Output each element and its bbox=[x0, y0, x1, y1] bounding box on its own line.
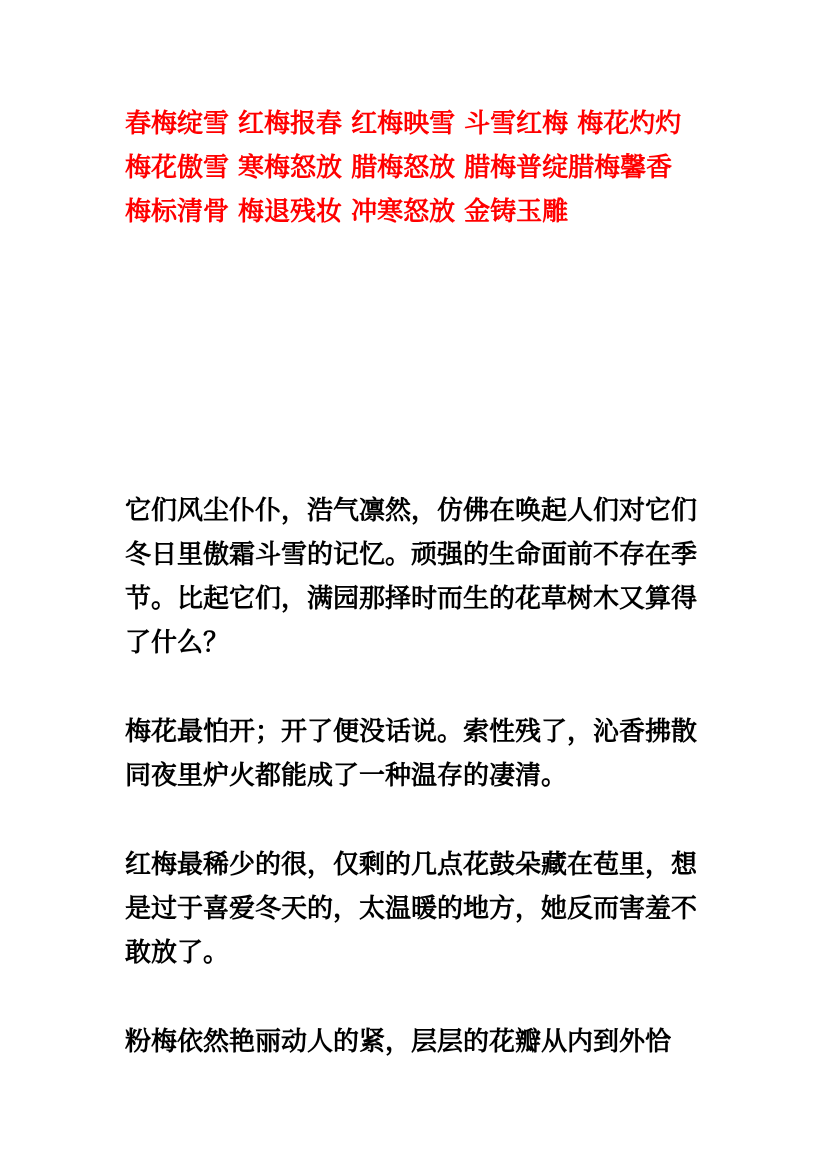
paragraph-1: 它们风尘仆仆，浩气凛然，仿佛在唤起人们对它们冬日里傲霜斗雪的记忆。顽强的生命面前不存在季节。比起它们，满园那择时而生的花草树木又算得了什么？ bbox=[125, 496, 698, 658]
idiom-list: 春梅绽雪 红梅报春 红梅映雪 斗雪红梅 梅花灼灼 梅花傲雪 寒梅怒放 腊梅怒放 腊梅普绽腊梅馨香 梅标清骨 梅退残妆 冲寒怒放 金铸玉雕 bbox=[125, 109, 682, 227]
paragraph-4: 粉梅依然艳丽动人的紧，层层的花瓣从内到外恰 bbox=[125, 1027, 672, 1057]
paragraph-3: 红梅最稀少的很，仅剩的几点花鼓朵藏在苞里，想是过于喜爱冬天的，太温暖的地方，她反而害羞不敢放了。 bbox=[125, 850, 698, 968]
paragraph-2: 梅花最怕开；开了便没话说。索性残了，沁香拂散同夜里炉火都能成了一种温存的凄清。 bbox=[125, 717, 698, 791]
document-body bbox=[125, 489, 705, 1109]
